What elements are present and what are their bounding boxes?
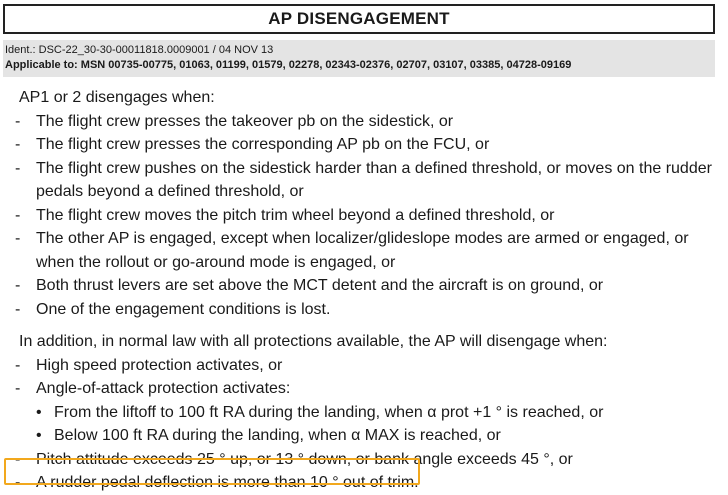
list-item-text: The flight crew presses the takeover pb on the sidestick, or [36,112,454,130]
list-item-text: Pitch attitude exceeds 25 ° up, or 13 ° down, or bank angle exceeds 45 °, or [36,450,573,468]
section1-intro: AP1 or 2 disengages when: [19,89,215,106]
list-item-text: A rudder pedal deflection is more than 10 ° out of trim. [36,474,419,491]
sub-list-item [6,424,722,448]
list-item-text: Angle-of-attack protection activates: [36,380,291,397]
dash-marker: - [15,474,21,491]
ident-block [3,40,715,77]
sub-list-item-text: From the liftoff to 100 ft RA during the landing, when α prot +1 ° is reached, or [54,403,604,421]
list-item-text: The flight crew moves the pitch trim wheel beyond a defined threshold, or [36,206,555,224]
list-item [6,298,722,322]
list-item [6,274,722,298]
dash-marker: - [15,136,21,153]
document-body [6,86,722,495]
list-item-text: One of the engagement conditions is lost. [36,300,331,318]
list-item [6,133,722,157]
dash-marker: - [15,356,21,374]
page-title-box [3,4,715,34]
dash-marker: - [15,450,21,468]
dash-marker: - [15,230,21,247]
bullet-marker: • [36,427,42,444]
list-item-text: High speed protection activates, or [36,356,283,374]
ident-line: Ident.: DSC-22_30-30-00011818.0009001 / 04 NOV 13 [5,44,274,56]
section2-intro: In addition, in normal law with all protections available, the AP will disengage when: [19,333,608,350]
applicability-line: Applicable to: MSN 00735-00775, 01063, 01199, 01579, 02278, 02343-02376, 02707, 03107, 03385, 04728-09169 [5,59,572,71]
list-item [6,157,722,204]
list-item-text: The other AP is engaged, except when localizer/glideslope modes are armed or engaged, or when the rollout or go-around mode is engaged, or [36,230,689,271]
list-item [6,110,722,134]
dash-marker: - [15,300,21,318]
highlight-box [4,458,420,485]
sub-list-item [6,401,722,425]
dash-marker: - [15,380,21,397]
dash-marker: - [15,159,21,177]
dash-marker: - [15,206,21,224]
section-gap [6,321,722,330]
sub-list-item-text: Below 100 ft RA during the landing, when α MAX is reached, or [54,427,501,444]
list-item-text: The flight crew presses the corresponding AP pb on the FCU, or [36,136,490,153]
dash-marker: - [15,112,21,130]
list-item-text: Both thrust levers are set above the MCT detent and the aircraft is on ground, or [36,277,604,294]
bullet-marker: • [36,403,42,421]
list-item-text: The flight crew pushes on the sidestick harder than a defined threshold, or moves on the rudder pedals beyond a defined threshold, or [36,159,712,200]
list-item [6,377,722,401]
list-item [6,227,722,274]
list-item [6,204,722,228]
page-title: AP DISENGAGEMENT [268,9,450,28]
list-item [6,354,722,378]
dash-marker: - [15,277,21,294]
